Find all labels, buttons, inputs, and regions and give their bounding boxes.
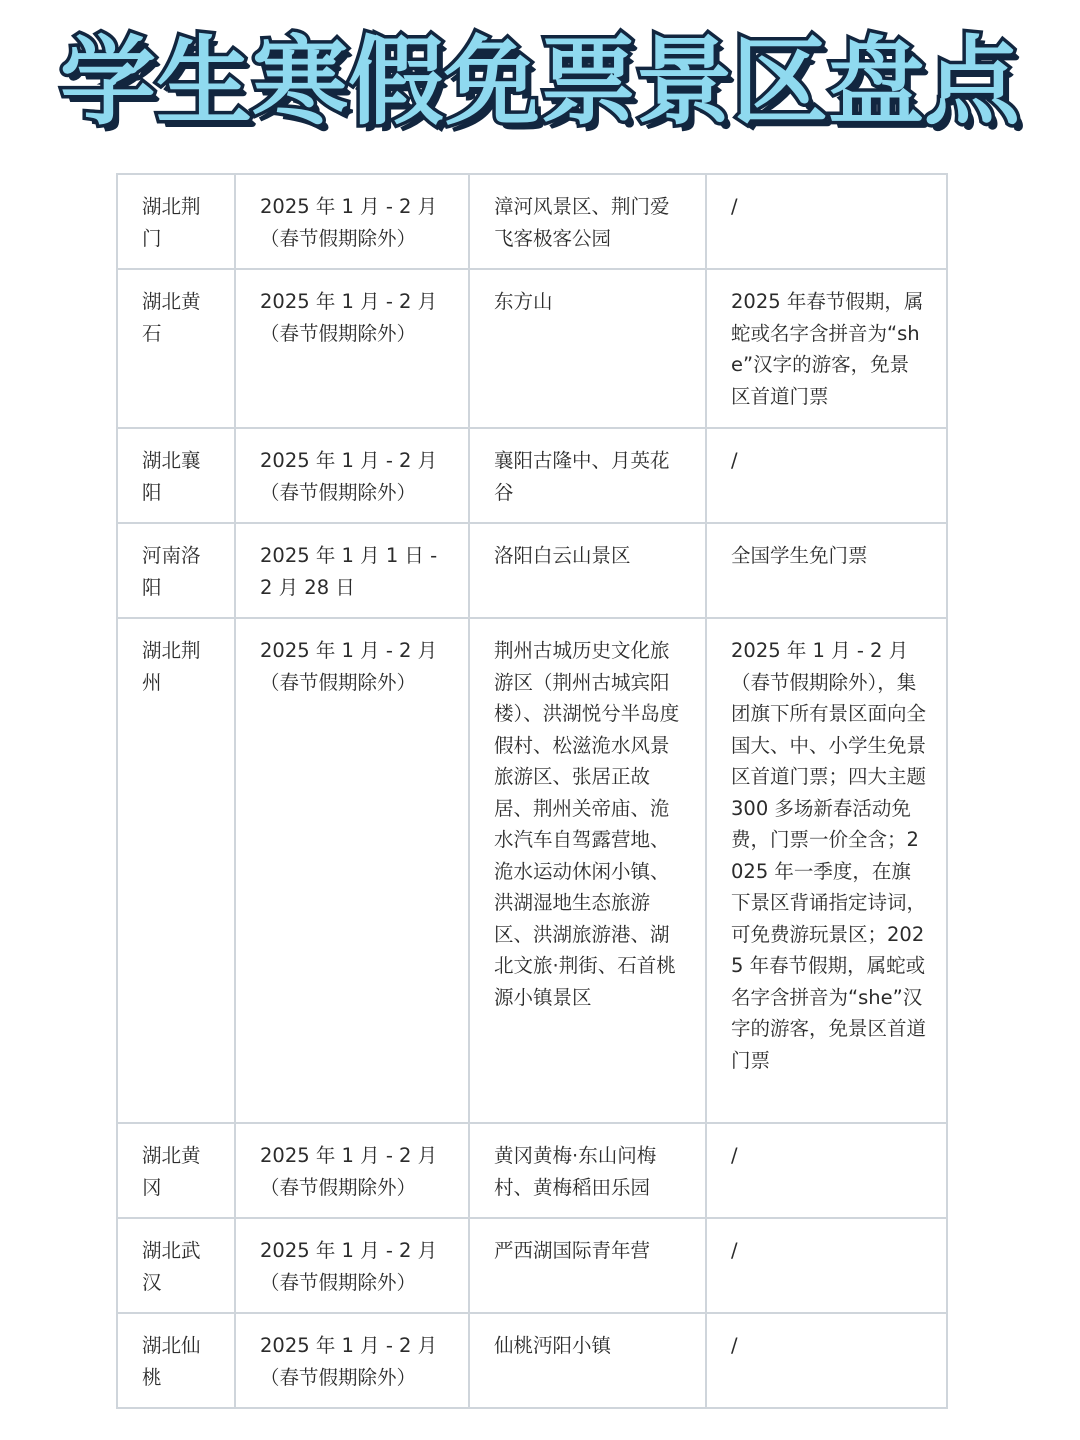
spots-cell: 黄冈黄梅·东山问梅村、黄梅稻田乐园 (469, 1123, 706, 1218)
note-cell: / (706, 174, 947, 269)
region-cell: 湖北襄阳 (117, 428, 235, 523)
note-cell: 2025 年 1 月 - 2 月（春节假期除外），集团旗下所有景区面向全国大、中、小学生免景区首道门票；四大主题 300 多场新春活动免费，门票一价全含；2025 年一季度，在旗下景区背诵指定诗词，可免费游玩景区；2025 年春节假期，属蛇或名字含拼音为“she”汉字的游客，免景区首道门票 (706, 618, 947, 1123)
table-row (117, 428, 947, 523)
spots-cell: 荆州古城历史文化旅游区（荆州古城宾阳楼）、洪湖悦兮半岛度假村、松滋洈水风景旅游区、张居正故居、荆州关帝庙、洈水汽车自驾露营地、洈水运动休闲小镇、洪湖湿地生态旅游区、洪湖旅游港、湖北文旅·荆街、石首桃源小镇景区 (469, 618, 706, 1123)
table-row (117, 618, 947, 1123)
note-cell: / (706, 1218, 947, 1313)
spots-cell: 严西湖国际青年营 (469, 1218, 706, 1313)
spots-cell: 东方山 (469, 269, 706, 428)
header (0, 0, 1080, 150)
time-cell: 2025 年 1 月 - 2 月 （春节假期除外） (235, 1313, 469, 1408)
time-cell: 2025 年 1 月 - 2 月 （春节假期除外） (235, 618, 469, 1123)
time-cell: 2025 年 1 月 - 2 月 （春节假期除外） (235, 1218, 469, 1313)
time-cell: 2025 年 1 月 - 2 月 （春节假期除外） (235, 428, 469, 523)
region-cell: 湖北荆州 (117, 618, 235, 1123)
table-row (117, 1313, 947, 1408)
note-cell: 2025 年春节假期，属蛇或名字含拼音为“she”汉字的游客，免景区首道门票 (706, 269, 947, 428)
time-cell: 2025 年 1 月 - 2 月 （春节假期除外） (235, 174, 469, 269)
spots-cell: 仙桃沔阳小镇 (469, 1313, 706, 1408)
region-cell: 湖北荆门 (117, 174, 235, 269)
note-cell: 全国学生免门票 (706, 523, 947, 618)
table-row (117, 174, 947, 269)
time-cell: 2025 年 1 月 1 日 - 2 月 28 日 (235, 523, 469, 618)
time-cell: 2025 年 1 月 - 2 月 （春节假期除外） (235, 1123, 469, 1218)
table-row (117, 269, 947, 428)
table-row (117, 1218, 947, 1313)
spots-cell: 洛阳白云山景区 (469, 523, 706, 618)
spots-cell: 襄阳古隆中、月英花谷 (469, 428, 706, 523)
region-cell: 湖北黄石 (117, 269, 235, 428)
table-row (117, 523, 947, 618)
time-cell: 2025 年 1 月 - 2 月 （春节假期除外） (235, 269, 469, 428)
region-cell: 湖北仙桃 (117, 1313, 235, 1408)
table-row (117, 1123, 947, 1218)
note-cell: / (706, 1313, 947, 1408)
note-cell: / (706, 1123, 947, 1218)
scenic-spots-table (116, 173, 948, 1409)
note-cell: / (706, 428, 947, 523)
page-title: 学生寒假免票景区盘点 (60, 25, 1020, 138)
region-cell: 湖北黄冈 (117, 1123, 235, 1218)
region-cell: 河南洛阳 (117, 523, 235, 618)
region-cell: 湖北武汉 (117, 1218, 235, 1313)
spots-cell: 漳河风景区、荆门爱飞客极客公园 (469, 174, 706, 269)
